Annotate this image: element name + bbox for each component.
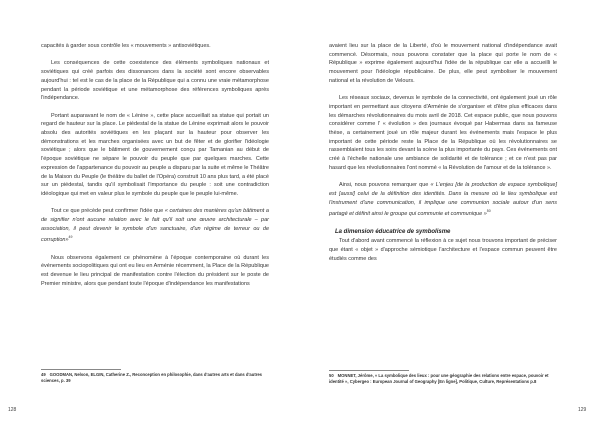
right-quote-text: « L'enjeu [de la production de espace symbolique] est [aussi] celui de la définition des identités. Dans la mesure où le lieu symbolique est l'instrument d'une communication, il implique une communion sociale autour d'un sens partagé et définit ainsi le groupe qui communie et communique » — [329, 182, 557, 218]
right-closing-paragraph: Tout d'abord avant commencé la réflexion à ce sujet nous trouvons important de préciser que étant « objet » d'approche sémiotique l'architecture et l'espace commun peuvent être étudiés comme des — [329, 238, 557, 262]
left-page-body — [41, 42, 269, 288]
right-quote-paragraph — [329, 181, 557, 219]
right-footnote-text: MONNET, Jérôme, « La symbolique des lieux : pour une géographie des relations entre espace, pouvoir et identité », Cybergeo : European Journal of Geography [En ligne], Politique, Culture, Représentations p.8 — [329, 373, 549, 384]
left-paragraph-2: Les conséquences de cette coexistence des éléments symboliques nationaux et soviétiques qui créé parfois des dissonances dans la société sont encore observables aujourd'hui : tel est le cas de la place de la République qui a connu une vraie métamorphose pendant la période soviétique et une métamorphose des références symboliques après l'indépendance. — [41, 60, 269, 102]
left-quote-intro: Tout ce que précède peut confirmer l'idée que — [51, 208, 165, 215]
right-quote-intro: Ainsi, nous pouvons remarquer que — [339, 182, 431, 189]
left-page-number: 128 — [8, 407, 17, 413]
right-footnote — [329, 373, 557, 384]
left-footnote-rule — [41, 369, 121, 370]
right-footnote-rule — [329, 370, 409, 371]
right-footnote-number: 50 — [329, 373, 334, 378]
left-footnote-text: GOODMAN, Nelson, ELGIN, Catherine Z., Reconception en philosophie, dans d'autres arts et dans d'autres sciences, p. 39 — [41, 372, 263, 383]
right-paragraph-1: avaient lieu sur la place de la Liberté, d'où le mouvement national d'indépendance avait commencé. Désormais, nous pouvons constater que la place qui porte le nom de « République » exprime également aujourd'hui l'idée de la république car elle a accueilli le mouvement pour l'idéologie républicaine. De plus, elle peut symboliser le mouvement national et la révolution de Velours. — [329, 43, 557, 84]
left-quote-text: « certaines des manières qu'un bâtiment a de signifier n'ont aucune relation avec le fait qu'il soit une œuvre architecturale – par association, il peut devenir le symbole d'un sanctuaire, d'un régime de terreur ou de corruption» — [41, 208, 269, 244]
section-heading: La dimension éducatrice de symbolisme — [335, 228, 451, 235]
left-paragraph-3: Portant auparavant le nom de « Lénine », cette place accueillait sa statue qui portait un regard de hauteur sur la place. Le piédestal de la statue de Lénine exprimait alors le pouvoir absolu des autorités soviétiques en les plaçant sur la hauteur pour observer les démonstrations et les marches organisées avec un but de fêter et de glorifier l'idéologie soviétique ; alors que le bâtiment de gouvernement conçu par Tamanian au début de l'époque soviétique ne sépare le pouvoir du peuple que par quelques marches. Cette expression de l'appartenance du pouvoir au peuple a disparu par la suite et même le Théâtre de la Maison du Peuple (le théâtre du ballet de l'Opéra) construit 10 ans plus tard, a été placé sur un piédestal, tandis qu'il symbolisait l'importance du peuple : soit une contradiction idéologique qui met en valeur plus le symbole du peuple que le peuple lui-même. — [41, 112, 269, 197]
left-paragraph-4: Nous observons également ce phénomène à l'époque contemporaine où durant les événements sociopolitiques qui ont eu lieu en Arménie récemment, la Place de la République est devenue le lieu principal de manifestation contre l'élection du président sur le poste de Premier ministre, alors que pendant toute l'époque d'indépendance les manifestations — [41, 254, 269, 287]
left-footnote — [41, 372, 269, 383]
left-paragraph-1: capacités à garder sous contrôle les « mouvements » antisoviétiques. — [41, 43, 211, 49]
right-quote-ref: 50 — [486, 209, 491, 214]
right-page-number: 129 — [578, 407, 587, 413]
right-page-body — [329, 42, 557, 263]
left-quote-paragraph — [41, 207, 269, 245]
left-quote-ref: 49 — [68, 235, 73, 240]
right-paragraph-2: Les réseaux sociaux, devenus le symbole de la connectivité, ont également joué un rôle important en permettant aux citoyens d'Arménie de s'organiser et d'être plus efficaces dans les démarches révolutionnaires du mois avril de 2018. Cet espace public, que nous pouvons considérer comme l' « évolution » des journaux évoqué par Habermas dans sa fameuse thèse, a certainement joué un rôle majeur durant les événements mais l'espace le plus important de cette période reste la Place de la République où les révolutionnaires se rassemblaient tous les soirs devant la scène la plus importante du pays. Ces événements ont créé à l'échelle nationale une ambiance de solidarité et de tolérance ; et ce n'est pas par hasard que les révolutionnaires l'ont nommé « la Révolution de l'amour et de la tolérance ». — [329, 95, 557, 171]
left-footnote-number: 49 — [41, 372, 46, 377]
